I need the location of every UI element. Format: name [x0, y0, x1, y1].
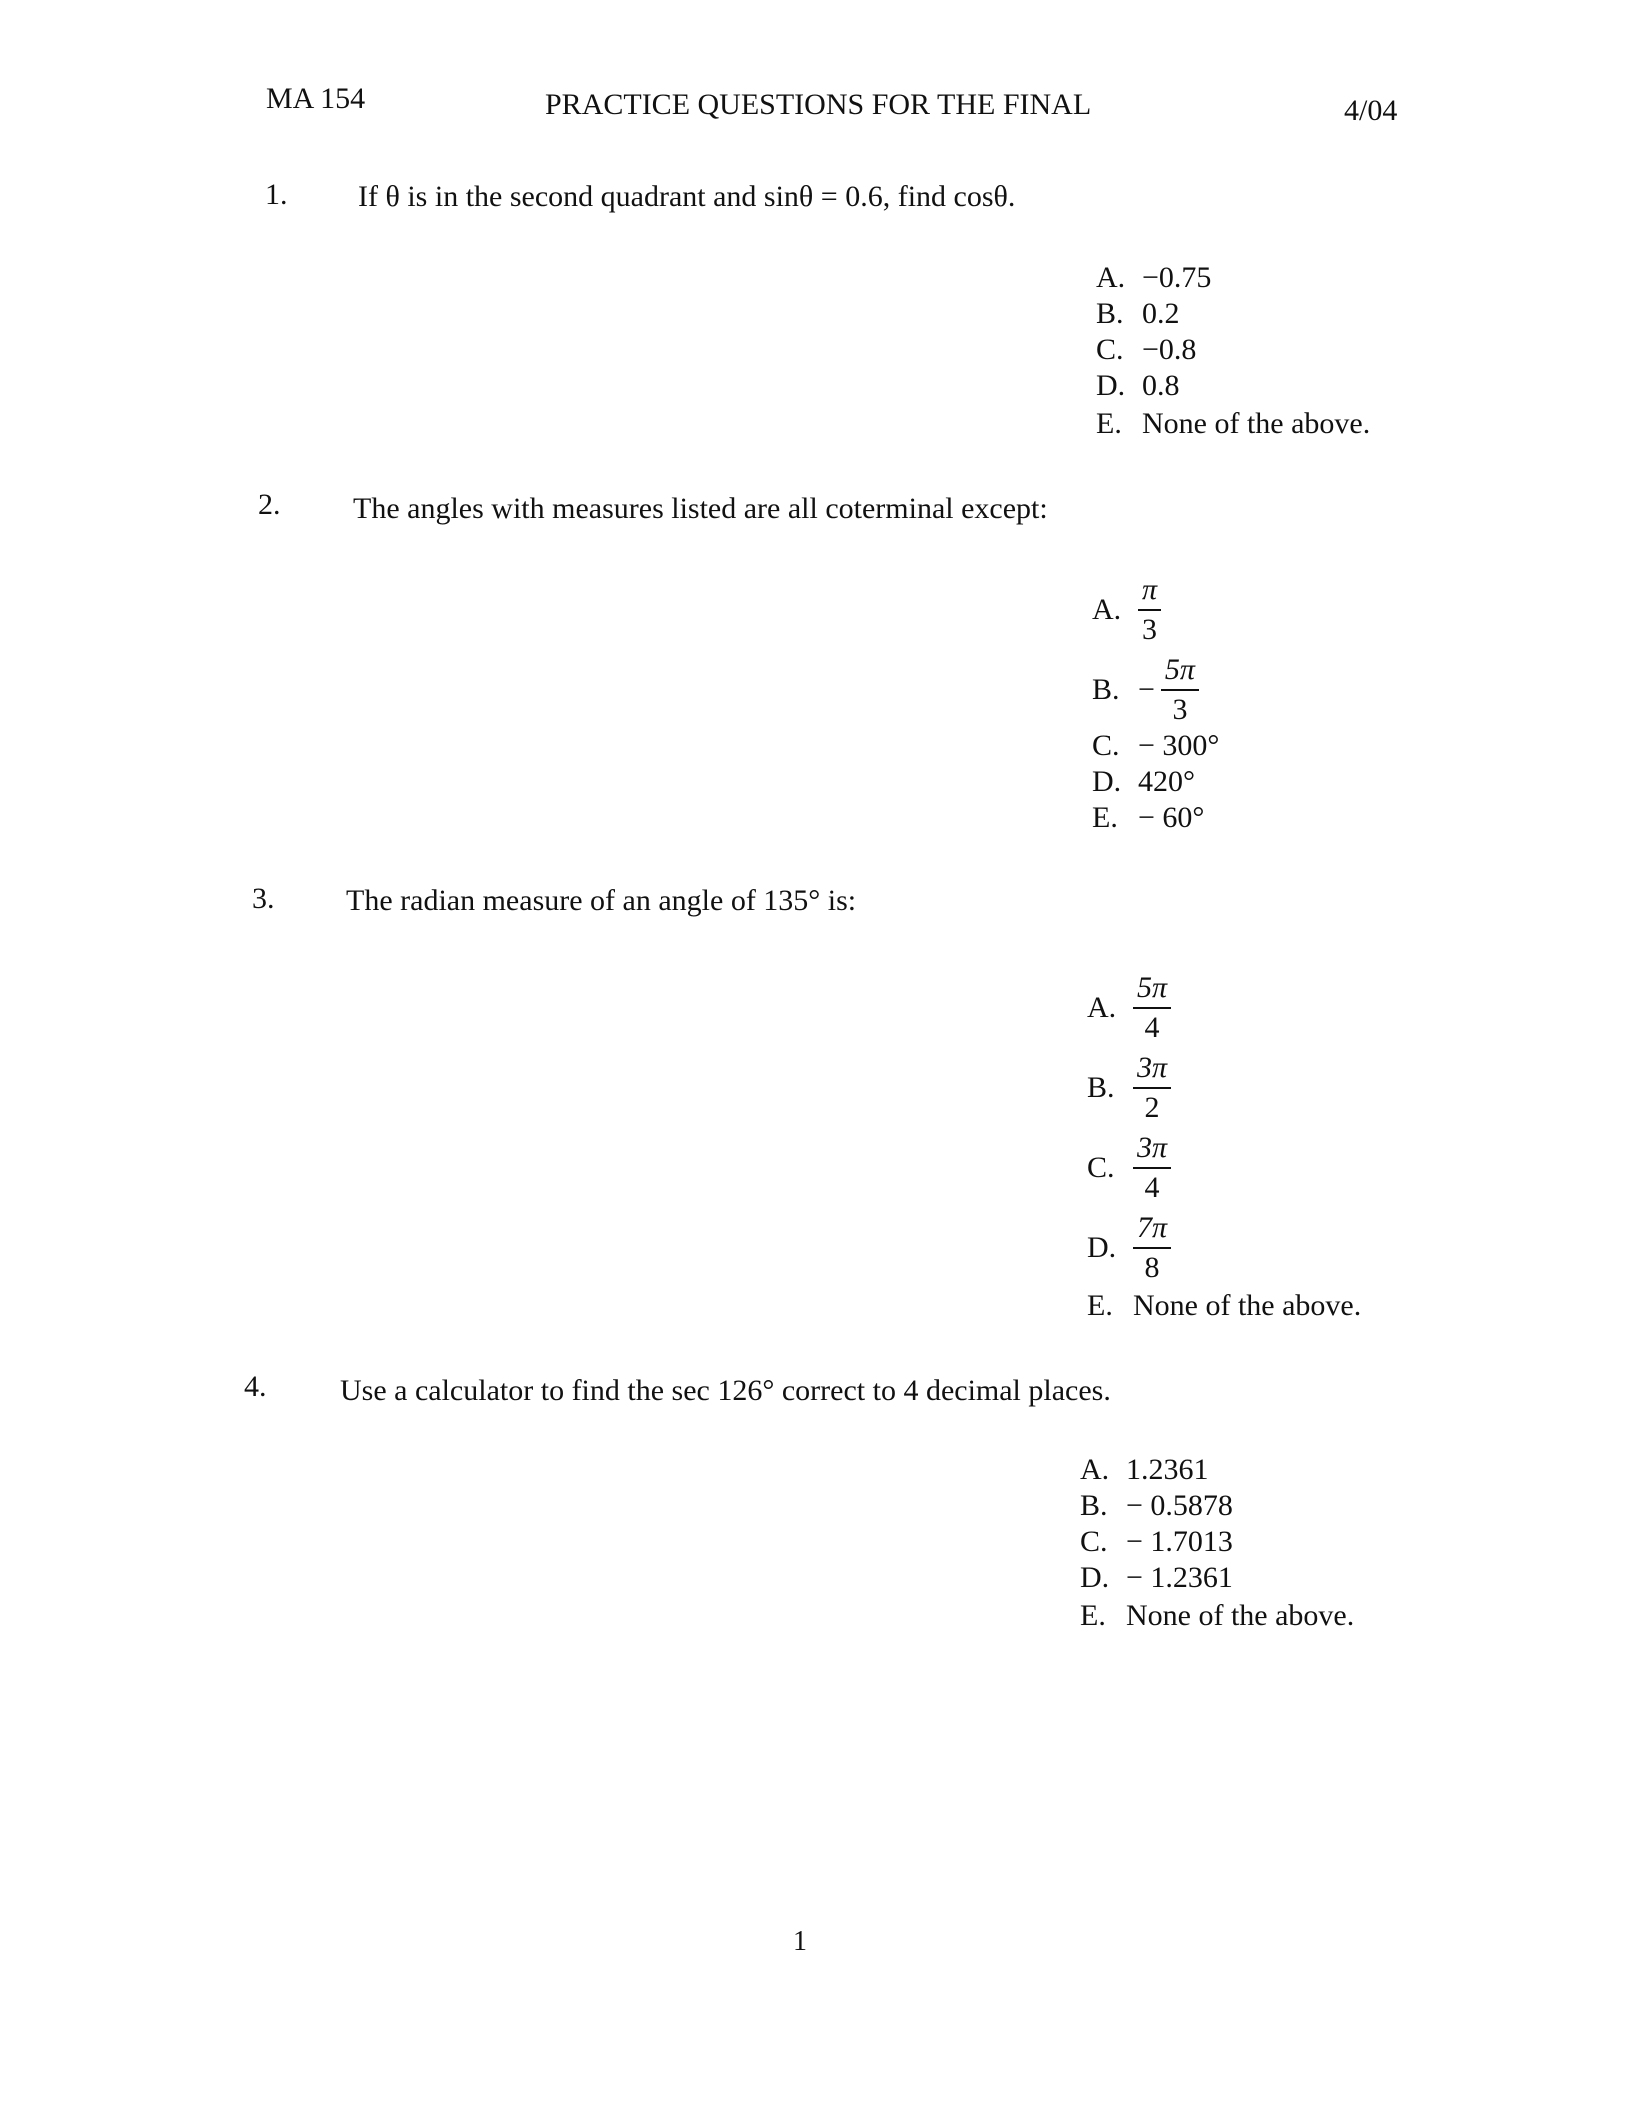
q2-option-b	[1092, 654, 1199, 725]
fraction	[1133, 1052, 1171, 1123]
minus-sign: −	[1138, 672, 1155, 706]
option-letter: A.	[1092, 592, 1122, 626]
option-text: − 60°	[1138, 801, 1205, 834]
fraction	[1133, 1132, 1171, 1203]
option-letter: B.	[1087, 1070, 1115, 1104]
fraction-numerator: 7π	[1133, 1212, 1171, 1249]
q1-option-a	[1096, 260, 1211, 296]
fraction-numerator: 3π	[1133, 1052, 1171, 1089]
option-letter: D.	[1096, 369, 1126, 402]
option-letter: B.	[1080, 1489, 1108, 1522]
q1-option-d	[1096, 368, 1180, 404]
option-text: None of the above.	[1133, 1289, 1362, 1322]
option-text: 1.2361	[1126, 1453, 1209, 1486]
option-text: 420°	[1138, 765, 1195, 798]
fraction-denominator: 2	[1144, 1090, 1160, 1124]
option-letter: B.	[1092, 672, 1120, 706]
question-2-text: The angles with measures listed are all coterminal except:	[353, 492, 1048, 525]
option-text: None of the above.	[1142, 407, 1371, 440]
option-letter: E.	[1087, 1289, 1113, 1322]
question-3-number: 3.	[252, 882, 275, 915]
option-letter: C.	[1080, 1525, 1108, 1558]
q2-option-c	[1092, 728, 1219, 764]
page-number: 1	[793, 1926, 807, 1957]
fraction-denominator: 8	[1144, 1250, 1160, 1284]
question-1-text: If θ is in the second quadrant and sinθ = 0.6, find cosθ.	[358, 180, 1016, 213]
option-letter: D.	[1092, 765, 1122, 798]
option-letter: E.	[1080, 1599, 1106, 1632]
option-letter: E.	[1096, 407, 1122, 440]
option-letter: B.	[1096, 297, 1124, 330]
q2-option-a	[1092, 574, 1161, 645]
option-text: − 300°	[1138, 729, 1220, 762]
fraction	[1138, 574, 1161, 645]
q1-option-c	[1096, 332, 1196, 368]
fraction	[1161, 654, 1199, 725]
header-date: 4/04	[1344, 94, 1398, 127]
q1-option-b	[1096, 296, 1180, 332]
option-letter: C.	[1096, 333, 1124, 366]
option-letter: A.	[1087, 990, 1117, 1024]
q3-option-b	[1087, 1052, 1171, 1123]
fraction	[1133, 1212, 1171, 1283]
question-1-number: 1.	[265, 178, 288, 211]
q1-option-e	[1096, 406, 1370, 442]
page-title: PRACTICE QUESTIONS FOR THE FINAL	[545, 88, 1092, 121]
fraction-denominator: 3	[1142, 612, 1158, 646]
question-2-number: 2.	[258, 488, 281, 521]
option-letter: D.	[1080, 1561, 1110, 1594]
question-4-number: 4.	[244, 1370, 267, 1403]
option-letter: C.	[1087, 1150, 1115, 1184]
fraction-denominator: 4	[1144, 1170, 1160, 1204]
fraction-numerator: 3π	[1133, 1132, 1171, 1169]
fraction-numerator: 5π	[1161, 654, 1199, 691]
q2-option-d	[1092, 764, 1195, 800]
option-letter: E.	[1092, 801, 1118, 834]
q4-option-a	[1080, 1452, 1209, 1488]
option-text: 0.2	[1142, 297, 1180, 330]
q3-option-c	[1087, 1132, 1171, 1203]
option-text: None of the above.	[1126, 1599, 1355, 1632]
q4-option-b	[1080, 1488, 1233, 1524]
fraction-numerator: π	[1138, 574, 1161, 611]
question-3-text: The radian measure of an angle of 135° is:	[346, 884, 857, 917]
fraction	[1133, 972, 1171, 1043]
q4-option-e	[1080, 1598, 1354, 1634]
q4-option-d	[1080, 1560, 1233, 1596]
option-text: −0.75	[1142, 261, 1212, 294]
question-4-text: Use a calculator to find the sec 126° correct to 4 decimal places.	[340, 1374, 1111, 1407]
option-letter: A.	[1080, 1453, 1110, 1486]
option-text: − 0.5878	[1126, 1489, 1233, 1522]
option-text: −0.8	[1142, 333, 1197, 366]
q3-option-e	[1087, 1288, 1361, 1324]
q2-option-e	[1092, 800, 1204, 836]
q3-option-a	[1087, 972, 1171, 1043]
option-text: − 1.2361	[1126, 1561, 1233, 1594]
fraction-denominator: 3	[1172, 692, 1188, 726]
course-code: MA 154	[266, 82, 366, 115]
q4-option-c	[1080, 1524, 1233, 1560]
fraction-denominator: 4	[1144, 1010, 1160, 1044]
q3-option-d	[1087, 1212, 1171, 1283]
option-letter: C.	[1092, 729, 1120, 762]
fraction-numerator: 5π	[1133, 972, 1171, 1009]
option-text: − 1.7013	[1126, 1525, 1233, 1558]
option-text: 0.8	[1142, 369, 1180, 402]
option-letter: D.	[1087, 1230, 1117, 1264]
option-letter: A.	[1096, 261, 1126, 294]
